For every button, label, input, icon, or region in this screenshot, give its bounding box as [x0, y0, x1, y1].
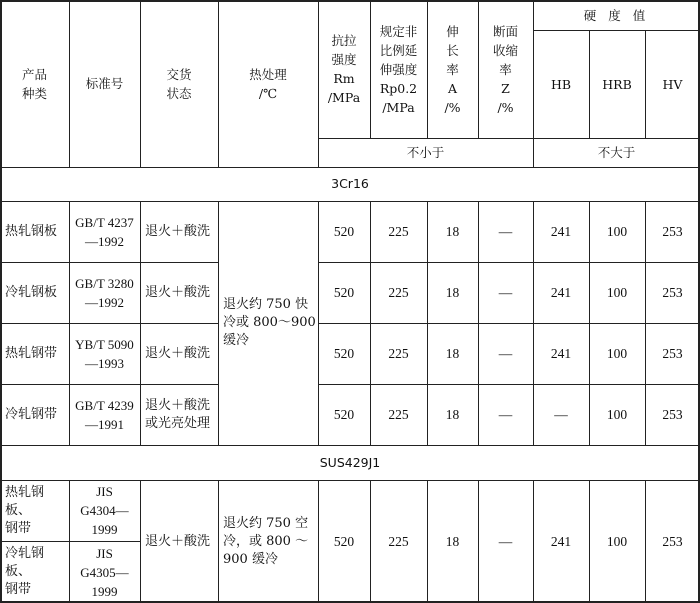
grid-line	[318, 480, 319, 603]
grid-line	[533, 0, 534, 167]
grid-line	[533, 480, 534, 603]
grid-line	[140, 480, 141, 603]
row-z: —	[498, 533, 513, 549]
grid-line	[427, 480, 428, 603]
row-hb: 241	[550, 533, 572, 549]
grid-line	[318, 384, 700, 385]
grid-line	[533, 30, 700, 31]
grid-line	[645, 30, 646, 138]
row-product: 冷轧钢板、 钢带	[5, 546, 45, 597]
row-standard: GB/T 3280 —1992	[75, 275, 134, 310]
row-product: 冷轧钢板	[5, 284, 58, 300]
row-rm: 520	[333, 284, 355, 300]
row-hv: 253	[662, 533, 683, 549]
row-hrb: 100	[606, 406, 628, 422]
grid-line	[318, 201, 319, 445]
header-hb: HB	[550, 76, 572, 92]
row-product: 冷轧钢带	[5, 406, 58, 422]
header-standard-no: 标准号	[85, 76, 124, 91]
row-z: —	[498, 223, 513, 239]
row-hv: 253	[662, 223, 683, 239]
header-not-greater-than: 不大于	[597, 145, 636, 160]
row-standard: JIS G4305—1999	[80, 545, 129, 599]
header-heat-treatment: 热处理 /℃	[249, 66, 287, 101]
row-rp: 225	[388, 533, 409, 549]
grid-line	[478, 0, 479, 138]
header-hardness: 硬 度 值	[583, 7, 650, 23]
row-rm: 520	[333, 345, 355, 361]
row-rm: 520	[333, 223, 355, 239]
grid-line	[427, 201, 428, 445]
grid-line	[0, 384, 218, 385]
header-elongation: 伸 长 率 A /%	[444, 23, 461, 115]
row-rp: 225	[388, 345, 409, 361]
row-standard: YB/T 5090 —1993	[75, 336, 134, 371]
grid-line	[0, 167, 700, 168]
grid-line	[370, 201, 371, 445]
grid-line	[370, 480, 371, 603]
grid-line	[318, 138, 700, 139]
grid-line	[0, 445, 700, 446]
row-product: 热轧钢带	[5, 345, 58, 361]
row-rp: 225	[388, 223, 409, 239]
row-hb: 241	[550, 345, 572, 361]
grid-line	[218, 201, 219, 445]
grid-line	[69, 0, 70, 167]
grid-line	[0, 480, 700, 481]
header-proof-strength: 规定非 比例延 伸强度 Rp0.2 /MPa	[379, 23, 418, 115]
row-standard: JIS G4304—1999	[80, 484, 129, 537]
row-hb: 241	[550, 223, 572, 239]
grid-line	[645, 480, 646, 603]
grid-line	[0, 201, 700, 202]
row-delivery: 退火＋酸洗 或光亮处理	[145, 397, 211, 431]
row-hv: 253	[662, 406, 683, 422]
row-delivery: 退火＋酸洗	[145, 345, 211, 361]
row-z: —	[498, 284, 513, 300]
grid-line	[589, 201, 590, 445]
table-border	[0, 0, 2, 603]
row-a: 18	[445, 406, 460, 422]
row-hrb: 100	[606, 345, 628, 361]
table-border	[0, 0, 700, 2]
header-not-less-than: 不小于	[406, 145, 445, 160]
row-z: —	[498, 345, 513, 361]
row-delivery: 退火＋酸洗	[145, 223, 211, 239]
row-standard: GB/T 4237 —1992	[75, 214, 134, 249]
row-hv: 253	[662, 284, 683, 300]
row-a: 18	[445, 223, 460, 239]
row-hrb: 100	[606, 223, 628, 239]
row-standard: GB/T 4239 —1991	[75, 397, 134, 432]
row-delivery: 退火＋酸洗	[145, 533, 211, 549]
grade-title: 3Cr16	[331, 176, 369, 191]
grid-line	[69, 480, 70, 603]
grid-line	[0, 323, 218, 324]
heat-treatment-merged: 退火约 750 快 冷或 800～900 缓冷	[223, 297, 316, 348]
grid-line	[69, 201, 70, 445]
row-product: 热轧钢板	[5, 223, 58, 239]
header-product-type: 产品 种类	[21, 66, 47, 101]
grid-line	[533, 201, 534, 445]
heat-treatment-merged: 退火约 750 空 冷，或 800 ～ 900 缓冷	[223, 515, 309, 567]
row-a: 18	[445, 345, 460, 361]
grid-line	[0, 541, 140, 542]
grid-line	[589, 30, 590, 138]
row-rp: 225	[388, 406, 409, 422]
row-hv: 253	[662, 345, 683, 361]
grid-line	[645, 201, 646, 445]
row-a: 18	[445, 284, 460, 300]
grid-line	[140, 0, 141, 167]
grade-title: SUS429J1	[319, 454, 381, 470]
grid-line	[318, 323, 700, 324]
header-delivery-state: 交货 状态	[166, 66, 192, 101]
grid-line	[318, 0, 319, 167]
row-a: 18	[445, 533, 460, 549]
row-hb: —	[554, 406, 568, 422]
grid-line	[478, 480, 479, 603]
grid-line	[218, 0, 219, 167]
grid-line	[0, 262, 218, 263]
row-hb: 241	[550, 284, 572, 300]
row-hrb: 100	[606, 533, 628, 549]
row-rm: 520	[333, 533, 355, 549]
header-hrb: HRB	[602, 76, 632, 92]
row-hrb: 100	[606, 284, 628, 300]
grid-line	[478, 201, 479, 445]
row-product: 热轧钢板、 钢带	[5, 484, 45, 536]
grid-line	[318, 262, 700, 263]
row-rp: 225	[388, 284, 409, 300]
grid-line	[140, 201, 141, 445]
row-rm: 520	[333, 406, 355, 422]
header-hv: HV	[662, 76, 683, 92]
grid-line	[218, 480, 219, 603]
grid-line	[370, 0, 371, 138]
grid-line	[589, 480, 590, 603]
header-tensile-strength: 抗拉 强度 Rm /MPa	[327, 33, 361, 105]
row-delivery: 退火＋酸洗	[145, 284, 211, 300]
grid-line	[427, 0, 428, 138]
row-z: —	[498, 406, 513, 422]
header-reduction-of-area: 断面 收缩 率 Z /%	[492, 23, 518, 115]
